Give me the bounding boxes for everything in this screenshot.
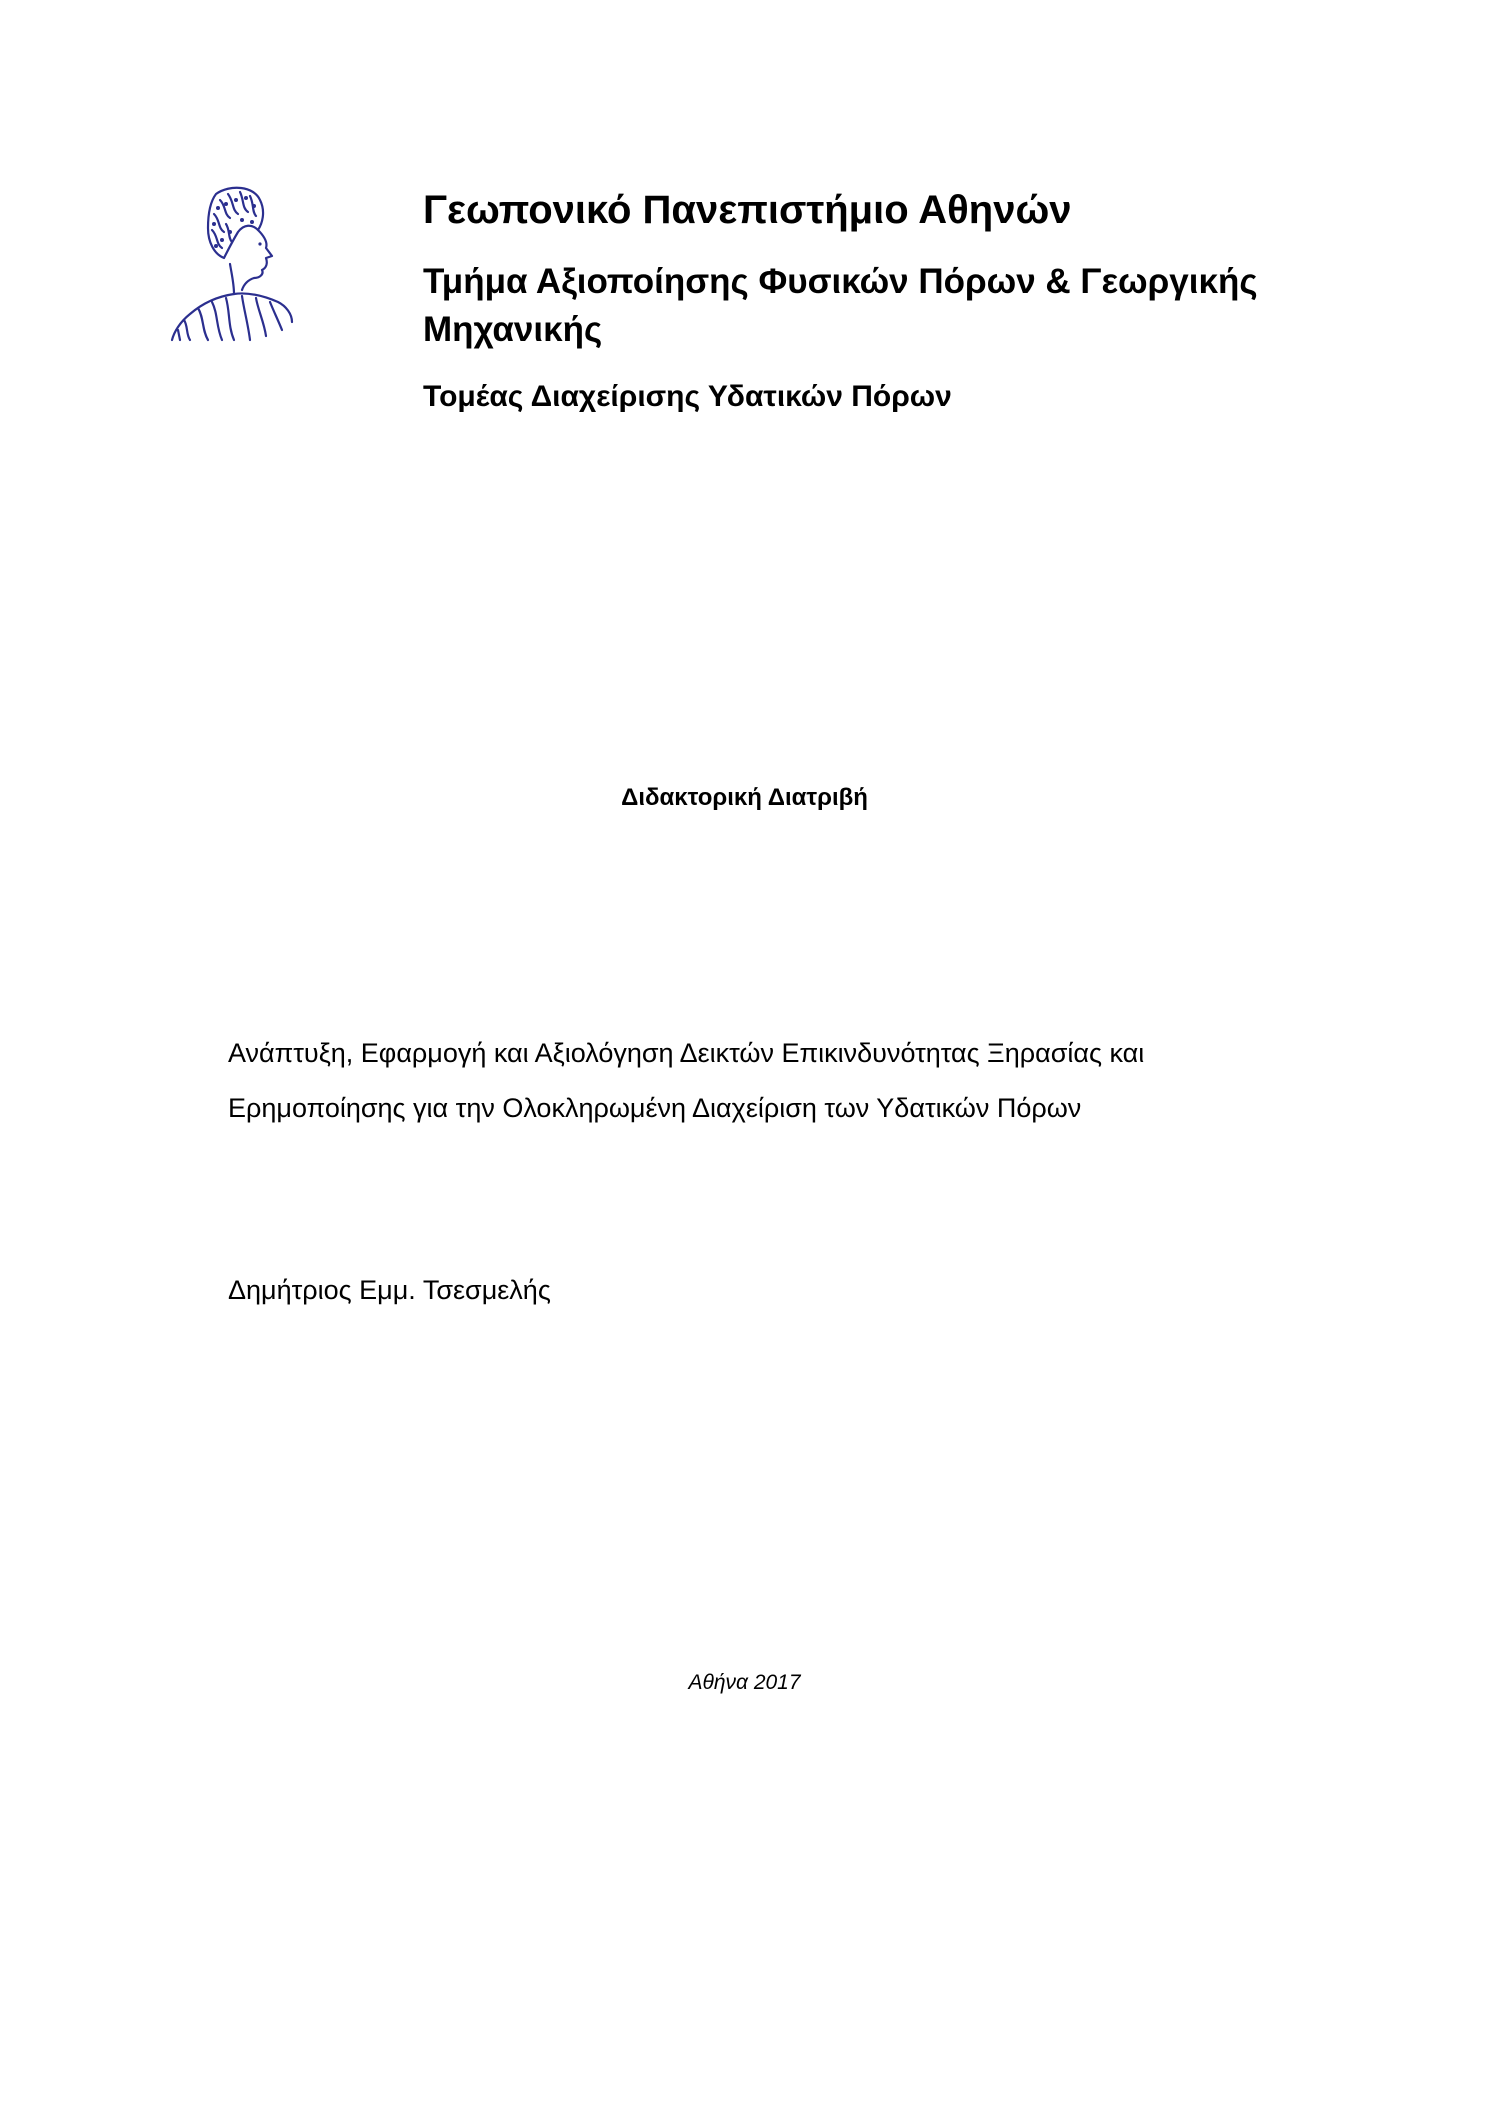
place-and-date: Αθήνα 2017 xyxy=(688,1671,801,1694)
author-name: Δημήτριος Εμμ. Τσεσμελής xyxy=(228,1275,551,1305)
thesis-title xyxy=(228,1026,1328,1136)
sector-name: Τομέας Διαχείρισης Υδατικών Πόρων xyxy=(423,380,952,413)
department-name: Τμήμα Αξιοποίησης Φυσικών Πόρων & Γεωργικής Μηχανικής xyxy=(423,262,1258,349)
university-bust-logo-icon xyxy=(168,184,296,342)
document-type: Διδακτορική Διατριβή xyxy=(621,784,868,811)
university-name: Γεωπονικό Πανεπιστήμιο Αθηνών xyxy=(423,188,1072,232)
thesis-title-line: Ανάπτυξη, Εφαρμογή και Αξιολόγηση Δεικτών Επικινδυνότητας Ξηρασίας και xyxy=(228,1038,1145,1068)
thesis-title-line: Ερημοποίησης για την Ολοκληρωμένη Διαχείριση των Υδατικών Πόρων xyxy=(228,1093,1082,1123)
